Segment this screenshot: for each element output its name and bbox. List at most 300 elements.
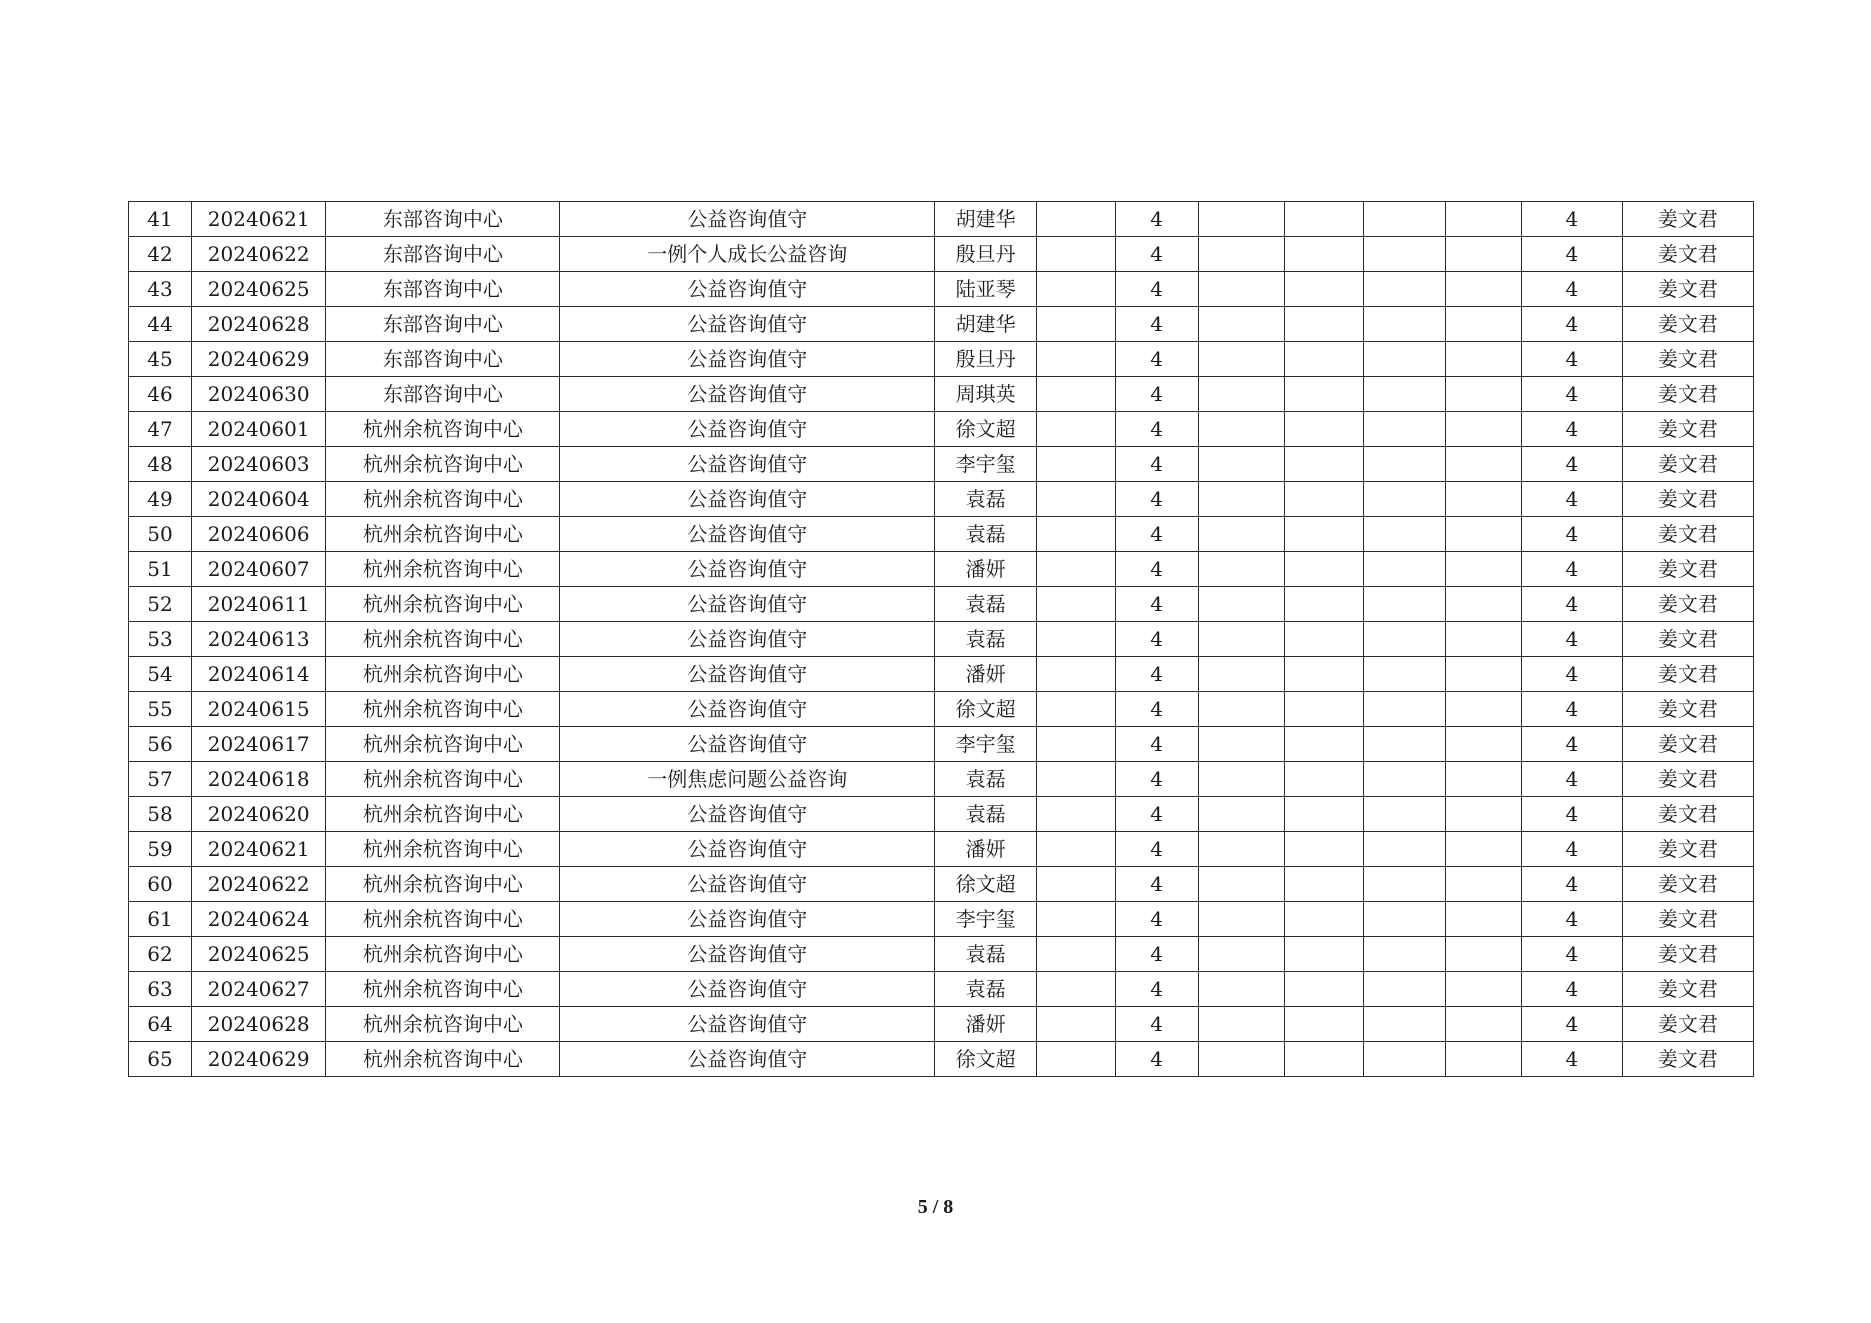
- reviewer-cell: 姜文君: [1622, 1042, 1753, 1077]
- table-row: [129, 972, 1754, 1007]
- empty-cell: [1036, 307, 1115, 342]
- empty-cell: [1036, 902, 1115, 937]
- table-row: [129, 1042, 1754, 1077]
- hours-cell: 4: [1115, 482, 1198, 517]
- row-number-cell: 65: [129, 1042, 192, 1077]
- empty-cell: [1198, 972, 1284, 1007]
- empty-cell: [1284, 342, 1364, 377]
- name-cell: 潘妍: [935, 552, 1037, 587]
- reviewer-cell: 姜文君: [1622, 622, 1753, 657]
- empty-cell: [1446, 867, 1522, 902]
- empty-cell: [1446, 1007, 1522, 1042]
- activity-cell: 公益咨询值守: [560, 797, 935, 832]
- empty-cell: [1446, 237, 1522, 272]
- empty-cell: [1198, 447, 1284, 482]
- name-cell: 潘妍: [935, 657, 1037, 692]
- row-number-cell: 45: [129, 342, 192, 377]
- empty-cell: [1198, 1042, 1284, 1077]
- name-cell: 潘妍: [935, 832, 1037, 867]
- empty-cell: [1364, 517, 1446, 552]
- reviewer-cell: 姜文君: [1622, 727, 1753, 762]
- row-number-cell: 61: [129, 902, 192, 937]
- table-row: [129, 797, 1754, 832]
- date-cell: 20240624: [191, 902, 325, 937]
- date-cell: 20240604: [191, 482, 325, 517]
- total-hours-cell: 4: [1521, 587, 1622, 622]
- center-cell: 东部咨询中心: [326, 307, 560, 342]
- empty-cell: [1036, 657, 1115, 692]
- empty-cell: [1036, 342, 1115, 377]
- reviewer-cell: 姜文君: [1622, 937, 1753, 972]
- empty-cell: [1036, 517, 1115, 552]
- empty-cell: [1198, 412, 1284, 447]
- hours-cell: 4: [1115, 447, 1198, 482]
- center-cell: 东部咨询中心: [326, 377, 560, 412]
- table-row: [129, 587, 1754, 622]
- row-number-cell: 64: [129, 1007, 192, 1042]
- empty-cell: [1036, 867, 1115, 902]
- date-cell: 20240630: [191, 377, 325, 412]
- total-hours-cell: 4: [1521, 517, 1622, 552]
- name-cell: 殷旦丹: [935, 237, 1037, 272]
- reviewer-cell: 姜文君: [1622, 202, 1753, 237]
- empty-cell: [1364, 307, 1446, 342]
- center-cell: 东部咨询中心: [326, 272, 560, 307]
- empty-cell: [1446, 482, 1522, 517]
- name-cell: 袁磊: [935, 482, 1037, 517]
- total-hours-cell: 4: [1521, 937, 1622, 972]
- center-cell: 东部咨询中心: [326, 202, 560, 237]
- row-number-cell: 60: [129, 867, 192, 902]
- empty-cell: [1198, 902, 1284, 937]
- empty-cell: [1284, 1042, 1364, 1077]
- empty-cell: [1198, 202, 1284, 237]
- row-number-cell: 43: [129, 272, 192, 307]
- center-cell: 杭州余杭咨询中心: [326, 902, 560, 937]
- date-cell: 20240629: [191, 342, 325, 377]
- date-cell: 20240611: [191, 587, 325, 622]
- hours-cell: 4: [1115, 937, 1198, 972]
- empty-cell: [1198, 762, 1284, 797]
- reviewer-cell: 姜文君: [1622, 902, 1753, 937]
- empty-cell: [1446, 412, 1522, 447]
- empty-cell: [1364, 272, 1446, 307]
- empty-cell: [1284, 202, 1364, 237]
- table-row: [129, 202, 1754, 237]
- records-table: [128, 201, 1754, 1077]
- table-row: [129, 902, 1754, 937]
- row-number-cell: 52: [129, 587, 192, 622]
- row-number-cell: 57: [129, 762, 192, 797]
- empty-cell: [1446, 587, 1522, 622]
- center-cell: 杭州余杭咨询中心: [326, 517, 560, 552]
- activity-cell: 公益咨询值守: [560, 342, 935, 377]
- center-cell: 杭州余杭咨询中心: [326, 657, 560, 692]
- empty-cell: [1198, 482, 1284, 517]
- total-hours-cell: 4: [1521, 342, 1622, 377]
- center-cell: 杭州余杭咨询中心: [326, 727, 560, 762]
- empty-cell: [1364, 727, 1446, 762]
- hours-cell: 4: [1115, 307, 1198, 342]
- empty-cell: [1446, 342, 1522, 377]
- hours-cell: 4: [1115, 342, 1198, 377]
- table-row: [129, 657, 1754, 692]
- empty-cell: [1036, 1007, 1115, 1042]
- reviewer-cell: 姜文君: [1622, 692, 1753, 727]
- reviewer-cell: 姜文君: [1622, 482, 1753, 517]
- date-cell: 20240606: [191, 517, 325, 552]
- activity-cell: 公益咨询值守: [560, 482, 935, 517]
- row-number-cell: 50: [129, 517, 192, 552]
- total-hours-cell: 4: [1521, 412, 1622, 447]
- row-number-cell: 44: [129, 307, 192, 342]
- name-cell: 徐文超: [935, 412, 1037, 447]
- activity-cell: 公益咨询值守: [560, 307, 935, 342]
- total-hours-cell: 4: [1521, 657, 1622, 692]
- center-cell: 杭州余杭咨询中心: [326, 1007, 560, 1042]
- center-cell: 杭州余杭咨询中心: [326, 587, 560, 622]
- date-cell: 20240622: [191, 237, 325, 272]
- hours-cell: 4: [1115, 902, 1198, 937]
- name-cell: 袁磊: [935, 762, 1037, 797]
- center-cell: 东部咨询中心: [326, 237, 560, 272]
- activity-cell: 公益咨询值守: [560, 552, 935, 587]
- activity-cell: 公益咨询值守: [560, 447, 935, 482]
- activity-cell: 公益咨询值守: [560, 867, 935, 902]
- activity-cell: 公益咨询值守: [560, 377, 935, 412]
- hours-cell: 4: [1115, 972, 1198, 1007]
- empty-cell: [1198, 237, 1284, 272]
- activity-cell: 公益咨询值守: [560, 622, 935, 657]
- empty-cell: [1446, 727, 1522, 762]
- reviewer-cell: 姜文君: [1622, 272, 1753, 307]
- name-cell: 袁磊: [935, 937, 1037, 972]
- total-hours-cell: 4: [1521, 307, 1622, 342]
- date-cell: 20240614: [191, 657, 325, 692]
- hours-cell: 4: [1115, 202, 1198, 237]
- activity-cell: 公益咨询值守: [560, 937, 935, 972]
- row-number-cell: 47: [129, 412, 192, 447]
- total-hours-cell: 4: [1521, 202, 1622, 237]
- total-hours-cell: 4: [1521, 867, 1622, 902]
- activity-cell: 一例个人成长公益咨询: [560, 237, 935, 272]
- total-hours-cell: 4: [1521, 972, 1622, 1007]
- row-number-cell: 48: [129, 447, 192, 482]
- center-cell: 杭州余杭咨询中心: [326, 412, 560, 447]
- empty-cell: [1364, 1007, 1446, 1042]
- reviewer-cell: 姜文君: [1622, 412, 1753, 447]
- empty-cell: [1364, 552, 1446, 587]
- empty-cell: [1198, 692, 1284, 727]
- empty-cell: [1284, 657, 1364, 692]
- date-cell: 20240601: [191, 412, 325, 447]
- hours-cell: 4: [1115, 657, 1198, 692]
- empty-cell: [1446, 657, 1522, 692]
- empty-cell: [1446, 552, 1522, 587]
- row-number-cell: 54: [129, 657, 192, 692]
- reviewer-cell: 姜文君: [1622, 1007, 1753, 1042]
- name-cell: 徐文超: [935, 1042, 1037, 1077]
- hours-cell: 4: [1115, 412, 1198, 447]
- center-cell: 杭州余杭咨询中心: [326, 972, 560, 1007]
- activity-cell: 公益咨询值守: [560, 972, 935, 1007]
- reviewer-cell: 姜文君: [1622, 867, 1753, 902]
- empty-cell: [1284, 552, 1364, 587]
- table-row: [129, 307, 1754, 342]
- date-cell: 20240621: [191, 202, 325, 237]
- empty-cell: [1284, 272, 1364, 307]
- date-cell: 20240627: [191, 972, 325, 1007]
- date-cell: 20240620: [191, 797, 325, 832]
- empty-cell: [1036, 797, 1115, 832]
- empty-cell: [1364, 797, 1446, 832]
- reviewer-cell: 姜文君: [1622, 657, 1753, 692]
- empty-cell: [1446, 762, 1522, 797]
- empty-cell: [1284, 902, 1364, 937]
- empty-cell: [1446, 797, 1522, 832]
- activity-cell: 公益咨询值守: [560, 202, 935, 237]
- date-cell: 20240618: [191, 762, 325, 797]
- reviewer-cell: 姜文君: [1622, 832, 1753, 867]
- row-number-cell: 55: [129, 692, 192, 727]
- reviewer-cell: 姜文君: [1622, 797, 1753, 832]
- date-cell: 20240603: [191, 447, 325, 482]
- name-cell: 李宇玺: [935, 727, 1037, 762]
- empty-cell: [1284, 972, 1364, 1007]
- empty-cell: [1036, 552, 1115, 587]
- empty-cell: [1446, 377, 1522, 412]
- hours-cell: 4: [1115, 832, 1198, 867]
- empty-cell: [1364, 482, 1446, 517]
- name-cell: 袁磊: [935, 972, 1037, 1007]
- table-row: [129, 762, 1754, 797]
- empty-cell: [1198, 587, 1284, 622]
- empty-cell: [1364, 657, 1446, 692]
- total-hours-cell: 4: [1521, 727, 1622, 762]
- empty-cell: [1284, 692, 1364, 727]
- date-cell: 20240615: [191, 692, 325, 727]
- row-number-cell: 63: [129, 972, 192, 1007]
- records-table-body: [129, 202, 1754, 1077]
- total-hours-cell: 4: [1521, 622, 1622, 657]
- date-cell: 20240628: [191, 307, 325, 342]
- total-hours-cell: 4: [1521, 1007, 1622, 1042]
- total-hours-cell: 4: [1521, 237, 1622, 272]
- empty-cell: [1284, 237, 1364, 272]
- activity-cell: 公益咨询值守: [560, 832, 935, 867]
- date-cell: 20240628: [191, 1007, 325, 1042]
- empty-cell: [1364, 1042, 1446, 1077]
- row-number-cell: 46: [129, 377, 192, 412]
- empty-cell: [1036, 482, 1115, 517]
- total-hours-cell: 4: [1521, 797, 1622, 832]
- center-cell: 杭州余杭咨询中心: [326, 622, 560, 657]
- name-cell: 胡建华: [935, 202, 1037, 237]
- center-cell: 杭州余杭咨询中心: [326, 762, 560, 797]
- date-cell: 20240617: [191, 727, 325, 762]
- hours-cell: 4: [1115, 587, 1198, 622]
- name-cell: 李宇玺: [935, 447, 1037, 482]
- empty-cell: [1284, 727, 1364, 762]
- empty-cell: [1198, 622, 1284, 657]
- name-cell: 殷旦丹: [935, 342, 1037, 377]
- hours-cell: 4: [1115, 237, 1198, 272]
- empty-cell: [1364, 867, 1446, 902]
- activity-cell: 公益咨询值守: [560, 692, 935, 727]
- name-cell: 李宇玺: [935, 902, 1037, 937]
- hours-cell: 4: [1115, 377, 1198, 412]
- table-row: [129, 552, 1754, 587]
- empty-cell: [1284, 622, 1364, 657]
- empty-cell: [1364, 692, 1446, 727]
- table-row: [129, 342, 1754, 377]
- center-cell: 杭州余杭咨询中心: [326, 482, 560, 517]
- name-cell: 袁磊: [935, 797, 1037, 832]
- activity-cell: 公益咨询值守: [560, 1042, 935, 1077]
- empty-cell: [1036, 832, 1115, 867]
- name-cell: 周琪英: [935, 377, 1037, 412]
- empty-cell: [1036, 1042, 1115, 1077]
- reviewer-cell: 姜文君: [1622, 972, 1753, 1007]
- table-row: [129, 517, 1754, 552]
- empty-cell: [1198, 797, 1284, 832]
- empty-cell: [1284, 797, 1364, 832]
- row-number-cell: 49: [129, 482, 192, 517]
- date-cell: 20240625: [191, 937, 325, 972]
- empty-cell: [1036, 377, 1115, 412]
- empty-cell: [1284, 832, 1364, 867]
- empty-cell: [1036, 972, 1115, 1007]
- empty-cell: [1198, 1007, 1284, 1042]
- center-cell: 杭州余杭咨询中心: [326, 867, 560, 902]
- empty-cell: [1284, 412, 1364, 447]
- empty-cell: [1446, 517, 1522, 552]
- empty-cell: [1036, 272, 1115, 307]
- hours-cell: 4: [1115, 517, 1198, 552]
- activity-cell: 一例焦虑问题公益咨询: [560, 762, 935, 797]
- empty-cell: [1036, 762, 1115, 797]
- empty-cell: [1364, 447, 1446, 482]
- empty-cell: [1446, 307, 1522, 342]
- name-cell: 袁磊: [935, 622, 1037, 657]
- table-row: [129, 272, 1754, 307]
- name-cell: 陆亚琴: [935, 272, 1037, 307]
- empty-cell: [1284, 587, 1364, 622]
- activity-cell: 公益咨询值守: [560, 272, 935, 307]
- center-cell: 杭州余杭咨询中心: [326, 552, 560, 587]
- center-cell: 杭州余杭咨询中心: [326, 797, 560, 832]
- hours-cell: 4: [1115, 867, 1198, 902]
- empty-cell: [1446, 272, 1522, 307]
- total-hours-cell: 4: [1521, 272, 1622, 307]
- total-hours-cell: 4: [1521, 902, 1622, 937]
- empty-cell: [1284, 447, 1364, 482]
- empty-cell: [1036, 727, 1115, 762]
- reviewer-cell: 姜文君: [1622, 307, 1753, 342]
- center-cell: 杭州余杭咨询中心: [326, 692, 560, 727]
- empty-cell: [1446, 622, 1522, 657]
- empty-cell: [1036, 587, 1115, 622]
- empty-cell: [1284, 517, 1364, 552]
- empty-cell: [1284, 482, 1364, 517]
- empty-cell: [1198, 517, 1284, 552]
- empty-cell: [1198, 307, 1284, 342]
- center-cell: 东部咨询中心: [326, 342, 560, 377]
- empty-cell: [1198, 832, 1284, 867]
- date-cell: 20240622: [191, 867, 325, 902]
- hours-cell: 4: [1115, 622, 1198, 657]
- row-number-cell: 62: [129, 937, 192, 972]
- activity-cell: 公益咨询值守: [560, 517, 935, 552]
- empty-cell: [1198, 657, 1284, 692]
- empty-cell: [1446, 202, 1522, 237]
- empty-cell: [1364, 342, 1446, 377]
- hours-cell: 4: [1115, 272, 1198, 307]
- date-cell: 20240621: [191, 832, 325, 867]
- reviewer-cell: 姜文君: [1622, 447, 1753, 482]
- empty-cell: [1364, 972, 1446, 1007]
- empty-cell: [1364, 762, 1446, 797]
- total-hours-cell: 4: [1521, 447, 1622, 482]
- reviewer-cell: 姜文君: [1622, 237, 1753, 272]
- total-hours-cell: 4: [1521, 482, 1622, 517]
- row-number-cell: 56: [129, 727, 192, 762]
- row-number-cell: 59: [129, 832, 192, 867]
- table-row: [129, 237, 1754, 272]
- empty-cell: [1364, 237, 1446, 272]
- hours-cell: 4: [1115, 762, 1198, 797]
- hours-cell: 4: [1115, 552, 1198, 587]
- total-hours-cell: 4: [1521, 552, 1622, 587]
- empty-cell: [1036, 692, 1115, 727]
- reviewer-cell: 姜文君: [1622, 517, 1753, 552]
- table-row: [129, 1007, 1754, 1042]
- empty-cell: [1446, 972, 1522, 1007]
- row-number-cell: 41: [129, 202, 192, 237]
- table-row: [129, 447, 1754, 482]
- empty-cell: [1198, 272, 1284, 307]
- empty-cell: [1198, 727, 1284, 762]
- empty-cell: [1446, 937, 1522, 972]
- date-cell: 20240629: [191, 1042, 325, 1077]
- empty-cell: [1284, 1007, 1364, 1042]
- hours-cell: 4: [1115, 727, 1198, 762]
- empty-cell: [1284, 762, 1364, 797]
- table-row: [129, 622, 1754, 657]
- date-cell: 20240625: [191, 272, 325, 307]
- table-row: [129, 692, 1754, 727]
- name-cell: 胡建华: [935, 307, 1037, 342]
- table-row: [129, 937, 1754, 972]
- empty-cell: [1446, 1042, 1522, 1077]
- reviewer-cell: 姜文君: [1622, 377, 1753, 412]
- hours-cell: 4: [1115, 692, 1198, 727]
- row-number-cell: 58: [129, 797, 192, 832]
- empty-cell: [1036, 447, 1115, 482]
- hours-cell: 4: [1115, 1042, 1198, 1077]
- reviewer-cell: 姜文君: [1622, 342, 1753, 377]
- row-number-cell: 51: [129, 552, 192, 587]
- name-cell: 徐文超: [935, 867, 1037, 902]
- table-row: [129, 482, 1754, 517]
- name-cell: 袁磊: [935, 517, 1037, 552]
- empty-cell: [1446, 692, 1522, 727]
- empty-cell: [1364, 202, 1446, 237]
- total-hours-cell: 4: [1521, 762, 1622, 797]
- empty-cell: [1198, 937, 1284, 972]
- empty-cell: [1364, 377, 1446, 412]
- center-cell: 杭州余杭咨询中心: [326, 447, 560, 482]
